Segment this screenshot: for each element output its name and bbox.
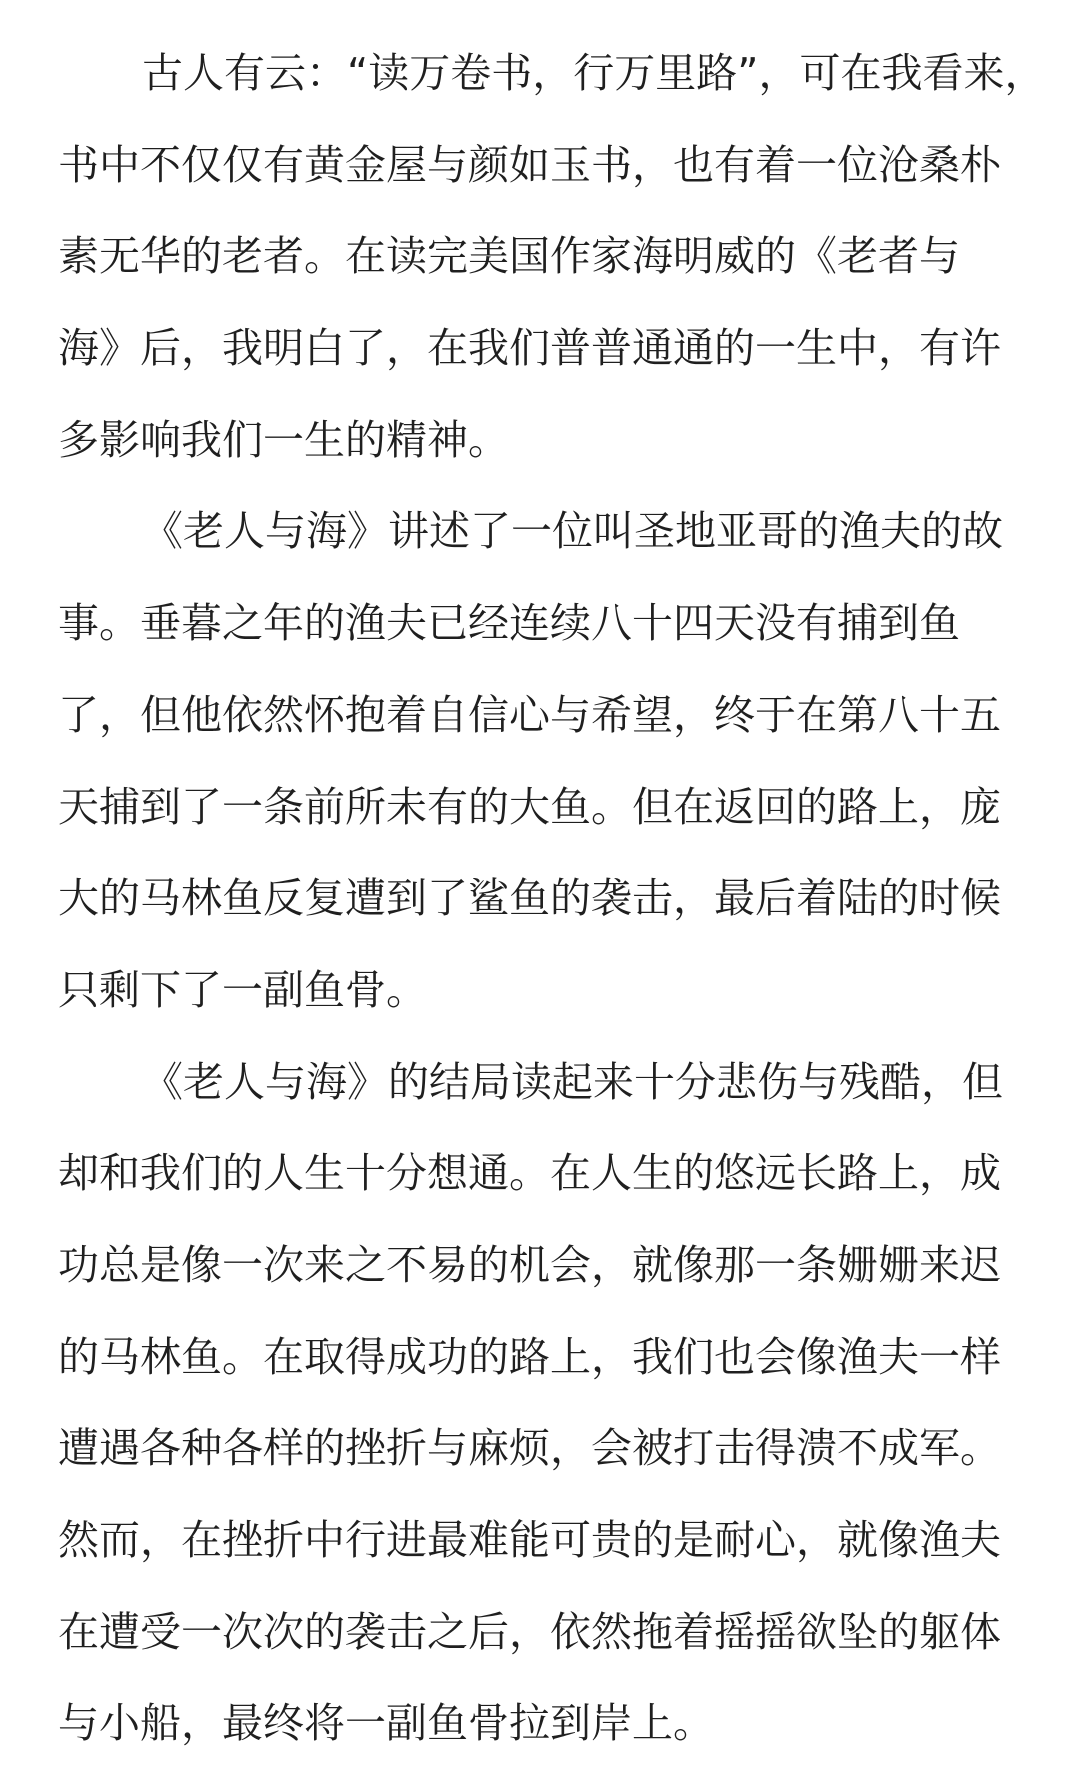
paragraph-2 (58, 486, 1028, 1036)
text-line: 多影响我们一生的精神。 (58, 415, 509, 464)
text-line: 的马林鱼。在取得成功的路上，我们也会像渔夫一样 (58, 1332, 1001, 1381)
text-line: 遭遇各种各样的挫折与麻烦，会被打击得溃不成军。 (58, 1424, 1001, 1473)
text-line: 然而，在挫折中行进最难能可贵的是耐心，就像渔夫 (58, 1516, 1001, 1564)
text-line: 事。垂暮之年的渔夫已经连续八十四天没有捕到鱼 (58, 599, 960, 648)
text-line: 天捕到了一条前所未有的大鱼。但在返回的路上，庞 (58, 782, 1001, 831)
text-line: 功总是像一次来之不易的机会，就像那一条姗姗来迟 (58, 1240, 1001, 1289)
essay-document (58, 28, 1046, 1770)
paragraph-1 (58, 28, 1046, 486)
text-line: 海》后，我明白了，在我们普普通通的一生中，有许 (58, 324, 1001, 373)
text-line: 在遭受一次次的袭击之后，依然拖着摇摇欲坠的躯体 (58, 1607, 1001, 1656)
text-line: 与小船，最终将一副鱼骨拉到岸上。 (58, 1699, 714, 1748)
text-line: 了，但他依然怀抱着自信心与希望，终于在第八十五 (58, 690, 1001, 739)
paragraph-3 (58, 1037, 1028, 1770)
text-line: 书中不仅仅有黄金屋与颜如玉书，也有着一位沧桑朴 (58, 140, 1001, 189)
text-line: 大的马林鱼反复遭到了鲨鱼的袭击，最后着陆的时候 (58, 874, 1001, 923)
text-line: 《老人与海》讲述了一位叫圣地亚哥的渔夫的故 (142, 507, 1003, 556)
text-line: 却和我们的人生十分想通。在人生的悠远长路上，成 (58, 1149, 1001, 1198)
text-line: 古人有云：“读万卷书，行万里路”，可在我看来， (142, 49, 1046, 97)
text-line: 只剩下了一副鱼骨。 (58, 965, 427, 1014)
text-line: 素无华的老者。在读完美国作家海明威的《老者与 (58, 232, 960, 281)
text-line: 《老人与海》的结局读起来十分悲伤与残酷，但 (142, 1057, 1003, 1106)
